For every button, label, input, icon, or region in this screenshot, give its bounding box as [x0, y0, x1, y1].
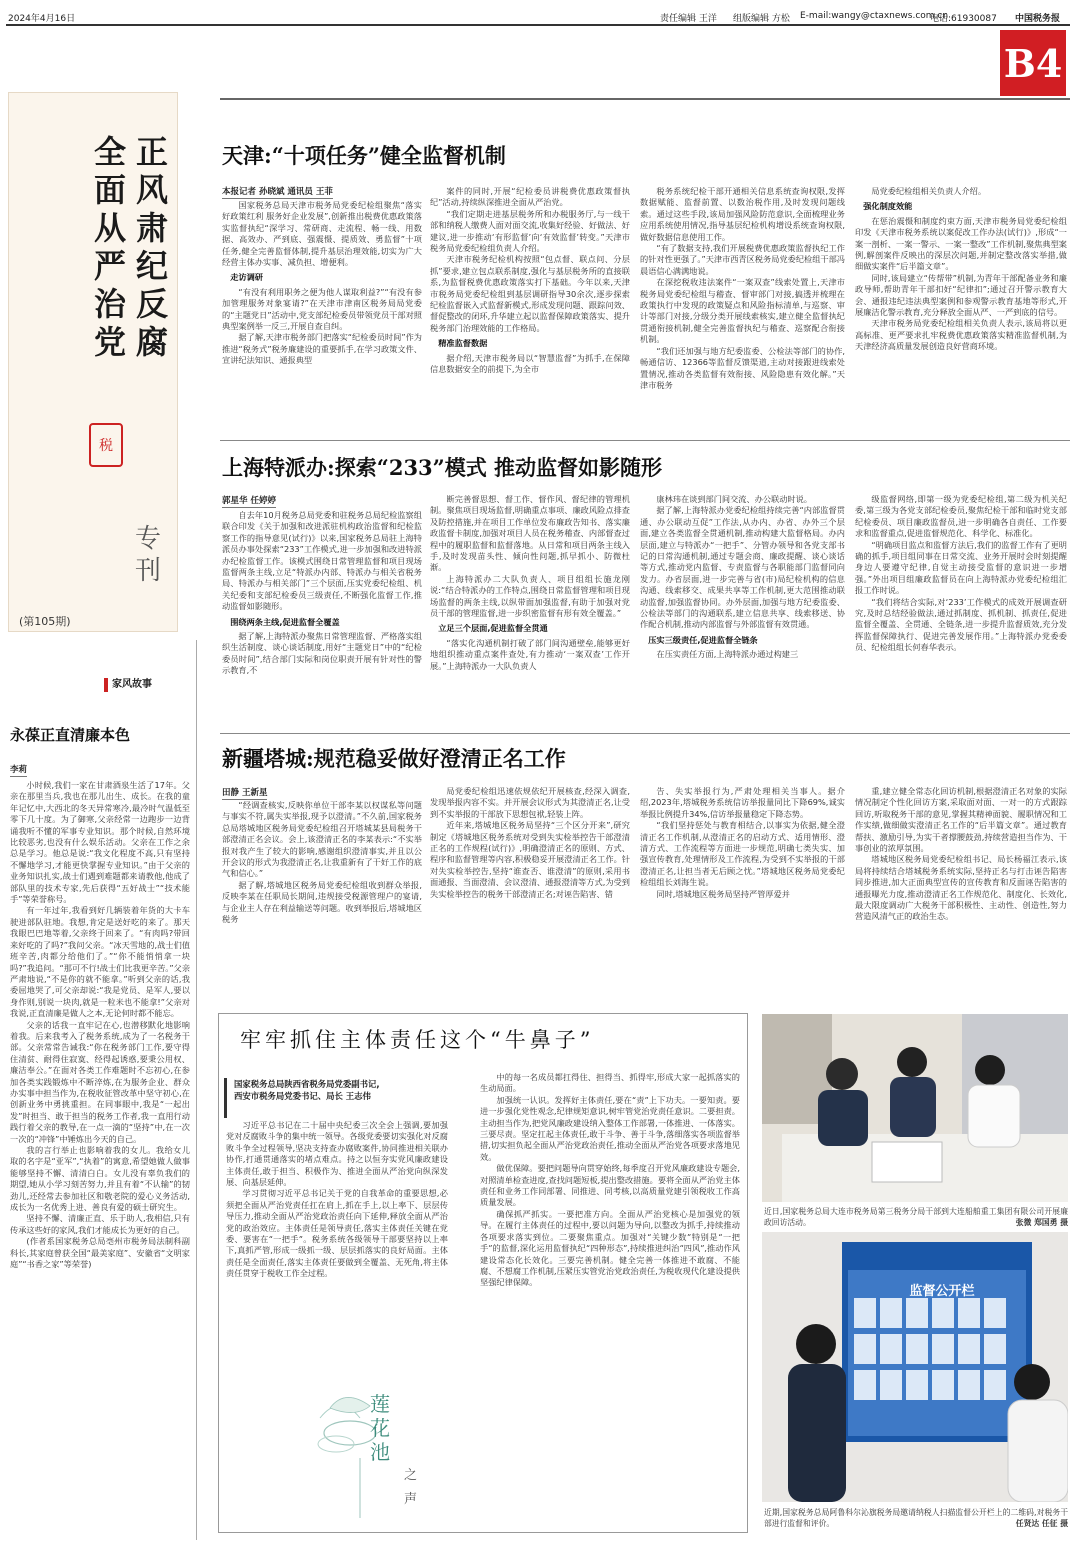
article2-rule — [220, 733, 1070, 734]
paragraph: 自去年10月税务总局党委和驻税务总局纪检监察组联合印发《关于加强和改进派驻机构政治监督和纪检监察工作的指导意见(试行)》以来,国家税务总局驻上海特派员办事处探索“233”工作模式,进一步加强和改进特派办纪检监督工作。该模式围绕日常管理监督和项目现场监督两条主线,立足“特派办内部、特派办与相关省税务局、特派办与相关部门”三个层面,压实党委纪检组、机关纪委和支部纪检委员三级责任,不断强化监督工作,推动监督如影随形。 — [222, 510, 422, 612]
paragraph: “经调查核实,反映你单位干部李某以权谋私等问题与事实不符,属失实举报,现予以澄清。”不久前,国家税务总局塔城地区税务局党委纪检组召开塔城某县局税务干部澄清正名会议。会上,该澄清正名的李某表示:“不实举报对我产生了较大的影响,感谢组织澄清事实,并且以公开会议的形式为我澄清正名,让我重新有了干好工作的底气和信心。” — [222, 800, 422, 879]
lotus-sub: 之声 — [404, 1468, 418, 1507]
article2-col1 — [222, 510, 422, 730]
article4-title: 牢牢抓住主体责任这个“牛鼻子” — [240, 1028, 595, 1052]
subheading: 围绕两条主线,促进监督全覆盖 — [230, 616, 340, 627]
photo-board-image — [762, 1232, 1068, 1502]
paragraph: “有没有利用职务之便为他人谋取利益?”“有没有参加管理服务对象宴请?”在天津市津南区税务局局党委的“主题党日”活动中,党支部纪检委员带领党员干部对照典型案例举一反三,开展自查自纠。 — [222, 286, 422, 332]
subheading: 压实三级责任,促进监督全链条 — [648, 634, 758, 645]
paragraph: 据介绍,天津市税务局以“智慧监督”为抓手,在保障信息数据安全的前提下,为全市 — [430, 352, 630, 375]
article3-col4 — [855, 786, 1067, 1000]
article2-title: 上海特派办:探索“233”模式 推动监督如影随形 — [222, 455, 663, 480]
paragraph: “我们将结合实际,对‘233’工作模式的成效开展调查研究,及时总结经验做法,通过抓制度、抓机制、抓责任,促进监督全覆盖、全贯通、全链条,进一步提升监督质效,充分发挥监督保障执行、促进完善发展作用。”上海特派办党委委员、纪检组组长何春华表示。 — [855, 596, 1067, 653]
paragraph: 确保抓严抓实。一要把准方向。全面从严治党核心是加强党的领导。在履行主体责任的过程中,要以问题为导向,以整改为抓手,持续推动各项要求落实到位。二要聚焦重点。加强对“关键少数”特别是“一把手”的监督,深化运用监督执纪“四种形态”,持续推进纠治“四风”,推动作风建设常态化长效化。三要完善机制。健全完善一体推进不敢腐、不能腐、不想腐工作机制,压紧压实管党治党政治责任,为税收现代化建设提供坚强纪律保障。 — [480, 1208, 740, 1288]
header-phone: 电话:61930087 — [930, 14, 997, 24]
article3-col1 — [222, 800, 422, 1000]
header-design: 组版编辑 方松 — [733, 14, 790, 24]
banner-sub: 专刊 — [135, 524, 162, 586]
paragraph: 习近平总书记在二十届中央纪委三次全会上强调,要加强党对反腐败斗争的集中统一领导。各级党委要切实强化对反腐败斗争全过程领导,坚决支持查办腐败案件,协同推进相关联办协作,打通贯通落实的堵点难点。持之以恒夯实党风廉政建设主体责任,敢于担当、积极作为、推进全面从严治党向纵深发展、向基层延伸。 — [226, 1120, 448, 1188]
photo-revisit-credit: 张微 郑国勇 摄 — [1015, 1218, 1068, 1227]
photo-revisit — [762, 1014, 1068, 1202]
article4-author — [234, 1078, 434, 1102]
subheading: 精准监督数据 — [438, 338, 488, 349]
paragraph: 小时候,我们一家在甘肃酒泉生活了17年。父亲在那里当兵,我也在那儿出生、成长。在我的童年记忆中,大西北的冬天异常寒冷,最冷时气温低至零下几十度。为了御寒,父亲经常一边跑步一边背诵我听不懂的军事专业知识。那个时候,自然环境比较恶劣,也没有什么娱乐活动。父亲在工作之余总是学习。他总是说:“我文化程度不高,只有坚持不懈地学习,才能更快掌握专业知识。”由于父亲的业务知识扎实,战士们遇到难题都来请教他,他成了部队里的技术专家,先后获得“五好战士”“技术能手”等荣誉称号。 — [10, 780, 190, 905]
paragraph: 父亲的话我一直牢记在心,也潜移默化地影响着我。后来我考入了税务系统,成为了一名税务干部。父亲常常告诫我:“你在税务部门工作,要守得住清贫、耐得住寂寞、经得起诱惑,要秉公用权、廉洁奉公。”在面对各类工作难题时不忘初心,在参加各类实践锻炼中不断淬炼,在为服务企业、群众办实事中担当作为,在税收征管改革中坚守初心,在创新业务中勇挑重担。在同事眼中,我是“一起出发”时担当、敢于担当的税务工作者,我一直用行动践行着父亲的教导,在一点一滴的“坚持”中,在一次一次的“冲锋”中锤炼出今天的自己。 — [10, 1019, 190, 1144]
paragraph: (作者系国家税务总局亳州市税务局法制科副科长,其家庭曾获全国“最美家庭”、安徽省“文明家庭”“书香之家”等荣誉) — [10, 1236, 190, 1270]
family-body — [10, 780, 190, 1540]
paragraph: “我们还加强与地方纪委监委、公检法等部门的协作,畅通信访、12366等监督反馈渠道,主动对接跟进线索处置情况,推动各类监督有效衔接、风险隐患有效化解。”天津市税务 — [640, 345, 845, 390]
left-column-rule — [196, 640, 197, 1540]
photo-board-credit: 任贤达 任征 摄 — [1015, 1519, 1068, 1528]
paragraph: 重,建立健全常态化回访机制,根据澄清正名对象的实际情况制定个性化回访方案,采取面对面、一对一的方式跟踪回访,听取税务干部的意见,掌握其精神面貌、履职情况和工作实绩,做细做实澄清正名工作的“后半篇文章”。通过教育帮扶、激励引导,为实干者撑腰鼓劲,持续营造担当作为、干事创业的浓厚氛围。 — [855, 786, 1067, 854]
paragraph: 据了解,上海特派办聚焦日常管理监督、严格落实组织生活制度、谈心谈话制度,用好“主题党日”中的“纪检委员时间”,结合部门实际和岗位职责开展有针对性的警示教育,不 — [222, 631, 422, 676]
article2-col4 — [855, 494, 1067, 730]
family-tag: 家风故事 — [104, 678, 178, 692]
lotus-char-2: 花 — [370, 1416, 390, 1440]
article2-author: 郭星华 任婷婷 — [222, 496, 276, 506]
article1-col4 — [855, 186, 1067, 436]
photo-board — [762, 1232, 1068, 1502]
photo-board-caption — [764, 1507, 1068, 1529]
banner-title-col2: 正风肃纪反腐 — [135, 133, 168, 361]
article4-author-line2: 西安市税务局党委书记、局长 王志伟 — [234, 1091, 371, 1101]
paragraph: 断完善督思想、督工作、督作风、督纪律的管理机制。聚焦项目现场监督,明确重点事项、廉政风险点排查及防控措施,并在项目工作单位发布廉政告知书、落实廉政监督卡制度,加强对项目人员在税务稽查、内部督查过程中的履职监督和监督落地。从日常和项目两条主线入手,及时发现苗头性、倾向性问题,抓早抓小、防微杜渐。 — [430, 494, 630, 573]
article1-col3 — [640, 186, 845, 436]
photo-revisit-caption — [764, 1206, 1068, 1228]
paragraph: 中的每一名成员都扛得住、担得当、抓得牢,形成大家一起抓落实的生动局面。 — [480, 1072, 740, 1094]
paragraph: 近年来,塔城地区税务局坚持“三个区分开来”,研究制定《塔城地区税务系统对受到失实检举控告干部澄清正名的工作规程(试行)》,明确澄清正名的原则、方式、程序和监督管理等内容,积极稳妥开展澄清正名工作。针对失实检举控告,坚持“谁查否、谁澄清”的原则,采用书面通报、当面澄清、会议澄清、通报澄清等方式,为受到失实检举控告的税务干部澄清正名;对诬告陷害、错 — [430, 820, 630, 899]
photo-board-caption-text: 近期,国家税务总局阿鲁科尔沁旗税务局邀请纳税人扫描监督公开栏上的二维码,对税务干部进行监督和评价。 — [764, 1508, 1068, 1528]
article2-col3 — [640, 494, 845, 730]
paragraph: 学习贯彻习近平总书记关于党的自我革命的重要思想,必须把全面从严治党责任扛在肩上,抓在手上,以上率下、层层传导压力,推动全面从严治党政治责任向下延伸,释放全面从严治党的政治效应。主体责任是领导责任,落实主体责任关键在党委、要害在“一把手”。税务系统各级领导干部要坚持以上率下,真抓严管,形成一级抓一级、层层抓落实的良好局面。主体责任是全面责任,落实主体责任要做到全覆盖、无死角,将主体责任贯穿于税收工作全过程。 — [226, 1188, 448, 1279]
paragraph: 案件的同时,开展“纪检委员讲税费优惠政策督执纪”活动,持续纵深推进全面从严治党。 — [430, 186, 630, 208]
lotus-char-3: 池 — [370, 1440, 390, 1464]
paragraph: 据了解,天津市税务部门把落实“纪检委员时间”作为推进“税务式”税务廉建设的重要抓手,在学习政策文件、宣讲纪法知识、通报典型 — [222, 332, 422, 366]
paragraph: 坚持不懈、清廉正直、乐于助人,我相信,只有传承这些好的家风,我们才能成长为更好的自己。 — [10, 1213, 190, 1235]
paragraph: 级监督网络,即第一级为党委纪检组,第二级为机关纪委,第三级为各党支部纪检委员,聚焦纪检干部和临时党支部纪检委员、项目廉政监督员,进一步明确各自责任、工作要求和监督重点,促进监督规范化、科学化、标准化。 — [855, 494, 1067, 539]
article1-col2 — [430, 186, 630, 436]
banner-issue: (第105期) — [19, 615, 71, 628]
subheading: 强化制度效能 — [863, 201, 913, 212]
paragraph: “有了数据支持,我们开展税费优惠政策监督执纪工作的针对性更强了。”天津市西青区税务局党委纪检组干部冯晨语信心满满地说。 — [640, 243, 845, 276]
paragraph: 国家税务总局天津市税务局党委纪检组聚焦“落实好政策红利 服务好企业发展”,创新推出税费优惠政策落实监督执纪“深学习、常研商、走流程、畅一线、用数据、高效办、严到底、强震慑、提质效、勇监督”十项任务,健全完善监督体制,提升基层治理效能,切实为广大经营主体办实事、减负担、增便利。 — [222, 200, 422, 268]
header-rule — [6, 24, 1070, 26]
header-paper: 中国税务报 — [1015, 14, 1061, 24]
header-editor: 责任编辑 王洋 — [660, 14, 717, 24]
paragraph: 天津市税务局党委纪检组相关负责人表示,该局将以更高标准、更严要求扎牢税费优惠政策落实精准监督机制,为天津经济高质量发展创造良好营商环境。 — [855, 318, 1067, 352]
paragraph: 同时,塔城地区税务局坚持严管厚爱并 — [656, 888, 790, 899]
article2-col2 — [430, 494, 630, 730]
photo-revisit-caption-text: 近日,国家税务总局大连市税务局第三税务分局干部到大连船舶重工集团有限公司开展廉政回访活动。 — [764, 1207, 1068, 1227]
subheading: 走访调研 — [230, 272, 263, 283]
paragraph: 税务系统纪检干部开通相关信息系统查询权限,发挥数据赋能、监督前置、以数治税作用,及时发现问题线索。通过这些手段,该局加强风险防范意识,全面梳理业务应用系统使用情况,指导基层纪检机构增设系统查询权限,做好数据信息使用工作。 — [640, 186, 845, 242]
paragraph: 有一年过年,我看到好几辆装着年货的大卡车驶进部队驻地。我想,肯定是送好吃的来了。那天我眼巴巴地等着,父亲终于回来了。“有肉吗?带回来好吃的了吗?”我问父亲。“冰天雪地的,战士们值班辛苦,肉都分给他们了。”“你不能悄悄拿一块吗?”我追问。“那可不行!战士们比我更辛苦。”父亲严肃地说,“不是你的就不能拿。”听到父亲的话,我委屈地哭了,可父亲却说:“我是党员、是军人,要以身作则,别说一块肉,就是一粒米也不能拿!”父亲对我说,正直清廉是做人之本,无论何时都不能忘。 — [10, 905, 190, 1019]
photo-revisit-image — [762, 1014, 1068, 1202]
subheading: 立足三个层面,促进监督全贯通 — [438, 623, 548, 634]
article1-title: 天津:“十项任务”健全监督机制 — [222, 143, 506, 168]
paragraph: 塔城地区税务局党委纪检组书记、局长杨福江表示,该局将持续结合塔城税务系统实际,坚持正名与打击诬告陷害同步推进,加大正面典型宣传的宣传教育和反面诬告陷害的通报曝光力度,推动澄清正名工作规范化、制度化、长效化,最大限度调动广大税务干部积极性、主动性、创造性,努力营造风清气正的政治生态。 — [855, 854, 1067, 922]
paragraph: “我们坚持惩处与教育相结合,以事实为依据,健全澄清正名工作机制,从澄清正名的启动方式、适用情形、澄清方式、工作流程等方面进一步规范,明确七类失实、加强宣传教育,处理情形及工作流程,为受到不实举报的干部澄清正名,让担当者无后顾之忧。”塔城地区税务局党委纪检组组长刘海生说。 — [640, 820, 845, 888]
article1-rule — [220, 440, 1070, 441]
paragraph: 据了解,塔城地区税务局党委纪检组收到群众举报,反映李某在任职局长期间,违规接受税源管理户的宴请,与企业主人存在利益输送等问题。收到举报后,塔城地区税务 — [222, 879, 422, 925]
paragraph: 局党委纪检组迅速依规依纪开展核查,经深入调查,发现举报内容不实。并开展会议形式为其澄清正名,让受到不实举报的干部放下思想包袱,轻装上阵。 — [430, 786, 630, 819]
column-banner — [8, 92, 178, 632]
paragraph: 告、失实举报行为,严肃处理相关当事人。据介绍,2023年,塔城税务系统信访举报量同比下降69%,诚实举报比例提升34%,信访举报量稳定下降态势。 — [640, 786, 845, 819]
paragraph: 做优保障。要把问题导向贯穿始终,每季度召开党风廉政建设专题会,对照清单检查进度,查找问题短板,提出整改措施。要将全面从严治党主体责任和业务工作同部署、同推进、同考核,以高质量党建引领税收工作高质量发展。 — [480, 1163, 740, 1208]
paragraph: 加强统一认识。发挥好主体责任,要在“责”上下功夫。一要知责。要进一步强化党性观念,纪律规矩意识,树牢管党治党责任意识。二要担责。主动担当作为,把党风廉政建设纳入整体工作部署,一体推进、一体落实。三要尽责。坚定扛起主体责任,敢于斗争、善于斗争,落细落实各项监督举措,切实担负起全面从严治党政治责任,推动全面从严治党各项要求落地见效。 — [480, 1094, 740, 1162]
paragraph: 我的言行举止也影响着我的女儿。我给女儿取的名字是“亚军”,“执着”的寓意,希望她做人做事能够坚持不懈、清清白白。女儿没有辜负我们的期望,她从小学习刻苦努力,并且有着“不认输”的韧劲儿,还经常去参加社区和敬老院的爱心义务活动,成长为一名优秀上进、善良有爱的硕士研究生。 — [10, 1145, 190, 1213]
article3-author: 田静 王新星 — [222, 788, 268, 798]
paragraph: 在压实责任方面,上海特派办通过构建三 — [656, 649, 799, 660]
paragraph: 同时,该局建立“传帮带”机制,为青年干部配备业务和廉政导师,帮助青年干部扣好“纪律扣”;通过召开警示教育大会、通报违纪违法典型案例和参观警示教育基地等形式,开展廉洁化警示教育,充分释放全面从严、一严到底的信号。 — [855, 272, 1067, 318]
paragraph: “落实化沟通机制打破了部门间沟通壁垒,能够更好地组织推动重点案件查处,有力推动‘一案双查’工作开展。”上海特派办一大队负责人 — [430, 637, 630, 671]
page-label: B4 — [1000, 30, 1066, 96]
lotus-char-1: 莲 — [370, 1392, 390, 1416]
family-title: 永葆正直清廉本色 — [10, 726, 131, 744]
article1-col1 — [222, 200, 422, 436]
board-sign: 监督公开栏 — [909, 1284, 975, 1299]
article4-author-line1: 国家税务总局陕西省税务局党委副书记, — [234, 1079, 380, 1089]
header-date: 2024年4月16日 — [8, 14, 76, 24]
paragraph: 在惩治震慑和制度约束方面,天津市税务局党委纪检组印发《天津市税务系统以案促改工作办法(试行)》,形成“一案一剖析、一案一警示、一案一整改”工作机制,聚焦典型案例,解剖案件反映出的深层次问题,并制定整改落实举措,做细做实案件“后半篇文章”。 — [855, 215, 1067, 272]
article4-right — [480, 1072, 740, 1528]
family-author: 李莉 — [10, 765, 28, 775]
article3-title: 新疆塔城:规范稳妥做好澄清正名工作 — [222, 746, 566, 771]
article4-left — [226, 1120, 448, 1385]
article3-col2 — [430, 786, 630, 1000]
header-email: E-mail:wangy@ctaxnews.com.cn — [800, 11, 949, 21]
paragraph: 上海特派办二大队负责人、项目组组长施龙刚说:“结合特派办的工作特点,围绕日常监督管理和项目现场监督的两条主线,以纵带面加强监督,有助于加强对党员干部的管理监督,进一步织密监督有形有效全覆盖。” — [430, 573, 630, 619]
paragraph: 康林玮在谈到部门间交流、办公联动时说。 — [656, 494, 812, 504]
paragraph: “我们定期走进基层税务所和办税服务厅,与一线干部和纳税人缴费人面对面交流,收集好经验、好做法、好建议,进一步推动‘有形监督’向‘有效监督’转变。”天津市税务局党委纪检组负责人介绍。 — [430, 208, 630, 254]
lotus-title — [370, 1392, 394, 1464]
banner-title-col1: 全面从严治党 — [93, 133, 126, 361]
banner-seal: 税 — [89, 423, 123, 467]
paragraph: 在深挖税收违法案件“一案双查”线索处置上,天津市税务局党委纪检组与稽查、督审部门对接,搞透并梳理在政策执行中发现的政策疑点和风险指标清单,与巡察、审计等部门对接,分级分类开展线索核实,建立健全监督执纪贯通衔接机制,健全完善监督执纪与稽查、巡察配合衔接机制。 — [640, 277, 845, 345]
paragraph: 据了解,上海特派办党委纪检组持续完善“内部监督贯通、办公联动互促”工作法,从办内、办省、办外三个层面,建立各类监督全贯通机制,推动构建大监督格局。办内层面,建立与特派办“一把手”、分管办领导和各党支部书记的日常沟通机制,通过专题会商、廉政提醒、谈心谈话等方式,推动党内监督、专责监督与各职能部门监督同向发力。办省层面,进一步完善与省(市)局纪检机构的信息沟通、线索移交、成果共享等工作机制,更大范围推动联动监督,加强监督协同。办外层面,加强与地方纪委监委、公检法等部门的沟通联系,建立信息共享、线索移送、协作配合机制,推动内部监督与外部监督有效贯通。 — [640, 505, 845, 630]
article1-author: 本报记者 孙晓斌 通讯员 王菲 — [222, 187, 333, 197]
lotus-decoration — [300, 1388, 460, 1528]
top-rule — [220, 98, 1070, 100]
article3-col3 — [640, 786, 845, 1000]
paragraph: “明确项目监点和监督方法后,我们的监督工作有了更明确的抓手,项目组同事在日常交流、业务开展时会时刻提醒身边人要遵守纪律,自觉主动接受监督的意识进一步增强。”外出项目组廉政监督员在向上海特派办党委纪检组汇报工作时说。 — [855, 539, 1067, 596]
paragraph: 天津市税务纪检机构按照“包点督、联点问、分层抓”要求,建立包点联系制度,强化与基层税务所的直接联系,为监督税费优惠政策落实打下基础。今年以来,天津市税务局党委纪检组到基层调研指导30余次,逐步探索纪检监督嵌入式监督新模式,形成发现问题、跟踪问效、督促整改的闭环,升华建立起以监督保障政策落实、提升税务部门治理效能的工作格局。 — [430, 254, 630, 333]
author-bracket — [224, 1078, 228, 1118]
paragraph: 局党委纪检组相关负责人介绍。 — [871, 186, 987, 196]
